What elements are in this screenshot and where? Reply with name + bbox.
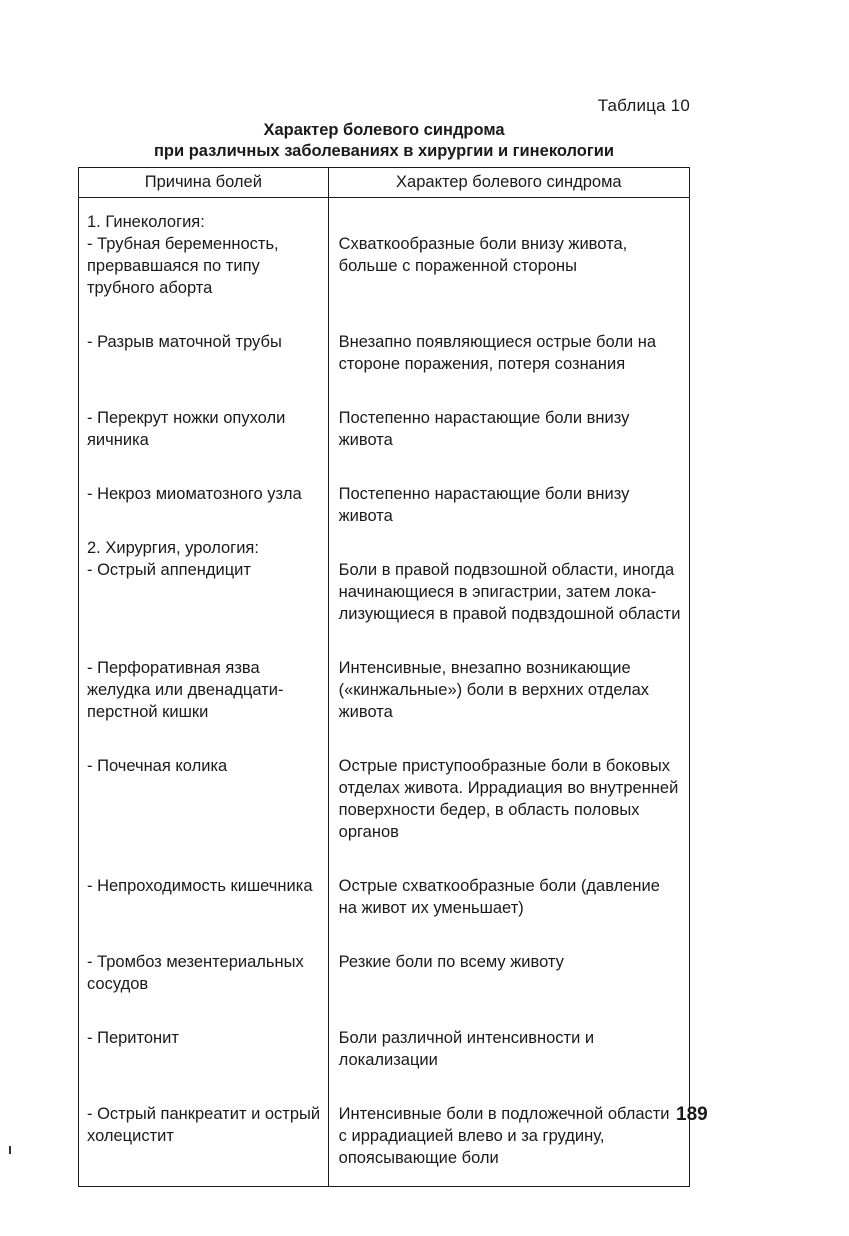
cause-cell [79, 527, 329, 625]
pain-description-cell-line: стороне поражения, потеря сознания [338, 355, 626, 373]
pain-description-cell [328, 527, 689, 625]
pain-description-cell [328, 919, 689, 995]
cause-cell [79, 995, 329, 1071]
cause-cell-line: желудка или двенадцати- [87, 681, 284, 699]
cause-cell [79, 451, 329, 527]
pain-description-cell-line: Острые приступообразные боли в боковых [338, 757, 670, 775]
cause-cell-line: яичника [87, 431, 149, 449]
cause-cell-line: - Трубная беременность, [87, 235, 279, 253]
pain-description-cell-line: поверхности бедер, в область половых [338, 801, 640, 819]
pain-description-cell-line: Острые схваткообразные боли (давление [338, 877, 660, 895]
cause-cell-line: трубного аборта [87, 279, 213, 297]
pain-description-cell-line: Постепенно нарастающие боли внизу [338, 485, 630, 503]
cause-cell [79, 1071, 329, 1187]
pain-description-cell-line: локализации [338, 1051, 438, 1069]
cause-cell-line: - Почечная колика [87, 757, 228, 775]
cause-cell [79, 843, 329, 919]
page-number: 189 [676, 1104, 708, 1125]
pain-description-cell-line: начинающиеся в эпигастрии, затем лока- [338, 583, 657, 601]
pain-description-cell-line: Интенсивные, внезапно возникающие [338, 659, 631, 677]
pain-description-cell-line: больше с пораженной стороны [338, 257, 577, 275]
pain-description-cell-line [339, 211, 687, 233]
cause-cell-line: - Острый аппендицит [87, 561, 251, 579]
cause-cell-line: - Перфоративная язва [87, 659, 260, 677]
pain-description-cell [328, 375, 689, 451]
pain-description-cell-line: Постепенно нарастающие боли внизу [338, 409, 630, 427]
cause-cell-line: 2. Хирургия, урология: [87, 539, 259, 557]
pain-description-cell-line: на живот их уменьшает) [338, 899, 524, 917]
pain-description-cell-line: Интенсивные боли в подложечной области [338, 1105, 670, 1123]
table-number: Таблица 10 [597, 96, 690, 115]
cause-cell-line: сосудов [87, 975, 149, 993]
pain-description-cell-line: Внезапно появляющиеся острые боли на [338, 333, 656, 351]
cause-cell [79, 625, 329, 723]
table-row [79, 299, 690, 375]
table-body [79, 198, 690, 1187]
table-header-row [79, 168, 690, 198]
pain-description-cell-line: органов [338, 823, 399, 841]
pain-description-cell-line: Схваткообразные боли внизу живота, [338, 235, 628, 253]
cause-cell-line: - Некроз миоматозного узла [87, 485, 302, 503]
table-row [79, 1071, 690, 1187]
cause-cell-line: перстной кишки [87, 703, 209, 721]
table-row [79, 527, 690, 625]
table-row [79, 919, 690, 995]
table-title-line-2: при различных заболеваниях в хирургии и гинекологии [153, 142, 615, 160]
pain-description-cell-line: опоясывающие боли [338, 1149, 499, 1167]
table-row [79, 198, 690, 300]
cause-cell [79, 919, 329, 995]
pain-description-cell-line: живота [338, 703, 393, 721]
pain-description-cell [328, 299, 689, 375]
pain-description-cell [328, 625, 689, 723]
pain-description-cell [328, 723, 689, 843]
cause-cell-line: - Непроходимость кишечника [87, 877, 313, 895]
cause-cell-line: - Тромбоз мезентериальных [87, 953, 304, 971]
cause-cell-line: 1. Гинекология: [87, 213, 205, 231]
header-cause: Причина болей [79, 168, 329, 198]
cause-cell-line: - Разрыв маточной трубы [87, 333, 282, 351]
table-row [79, 625, 690, 723]
cause-cell-line: холецистит [87, 1127, 174, 1145]
table-title-line-1: Характер болевого синдрома [263, 121, 505, 139]
pain-description-cell [328, 198, 689, 300]
cause-cell-line: прервавшаяся по типу [87, 257, 260, 275]
pain-description-cell [328, 843, 689, 919]
pain-description-cell-line: отделах живота. Иррадиация во внутренней [338, 779, 679, 797]
scan-edge-mark [9, 1146, 11, 1154]
pain-description-cell [328, 451, 689, 527]
pain-description-cell-line: лизующиеся в правой подвздошной области [338, 605, 681, 623]
cause-cell [79, 299, 329, 375]
cause-cell-line: - Острый панкреатит и острый [87, 1105, 321, 1123]
pain-description-cell-line [339, 537, 687, 559]
pain-description-cell-line: («кинжальные») боли в верхних отделах [338, 681, 650, 699]
pain-description-cell-line: Боли в правой подвзошной области, иногда [338, 561, 675, 579]
header-pain-character: Характер болевого синдрома [328, 168, 689, 198]
cause-cell-line: - Перитонит [87, 1029, 179, 1047]
table-row [79, 375, 690, 451]
pain-description-cell-line: живота [338, 431, 393, 449]
pain-description-cell [328, 1071, 689, 1187]
pain-description-cell-line: живота [338, 507, 393, 525]
cause-cell [79, 198, 329, 300]
table-row [79, 451, 690, 527]
pain-description-cell [328, 995, 689, 1071]
cause-cell [79, 375, 329, 451]
table-row [79, 995, 690, 1071]
cause-cell-line: - Перекрут ножки опухоли [87, 409, 286, 427]
pain-description-cell-line: с иррадиацией влево и за грудину, [338, 1127, 605, 1145]
table-row [79, 843, 690, 919]
pain-syndrome-table [78, 167, 690, 1187]
cause-cell [79, 723, 329, 843]
pain-description-cell-line: Резкие боли по всему животу [338, 953, 564, 971]
table-row [79, 723, 690, 843]
table-title [78, 120, 690, 162]
pain-description-cell-line: Боли различной интенсивности и [338, 1029, 595, 1047]
